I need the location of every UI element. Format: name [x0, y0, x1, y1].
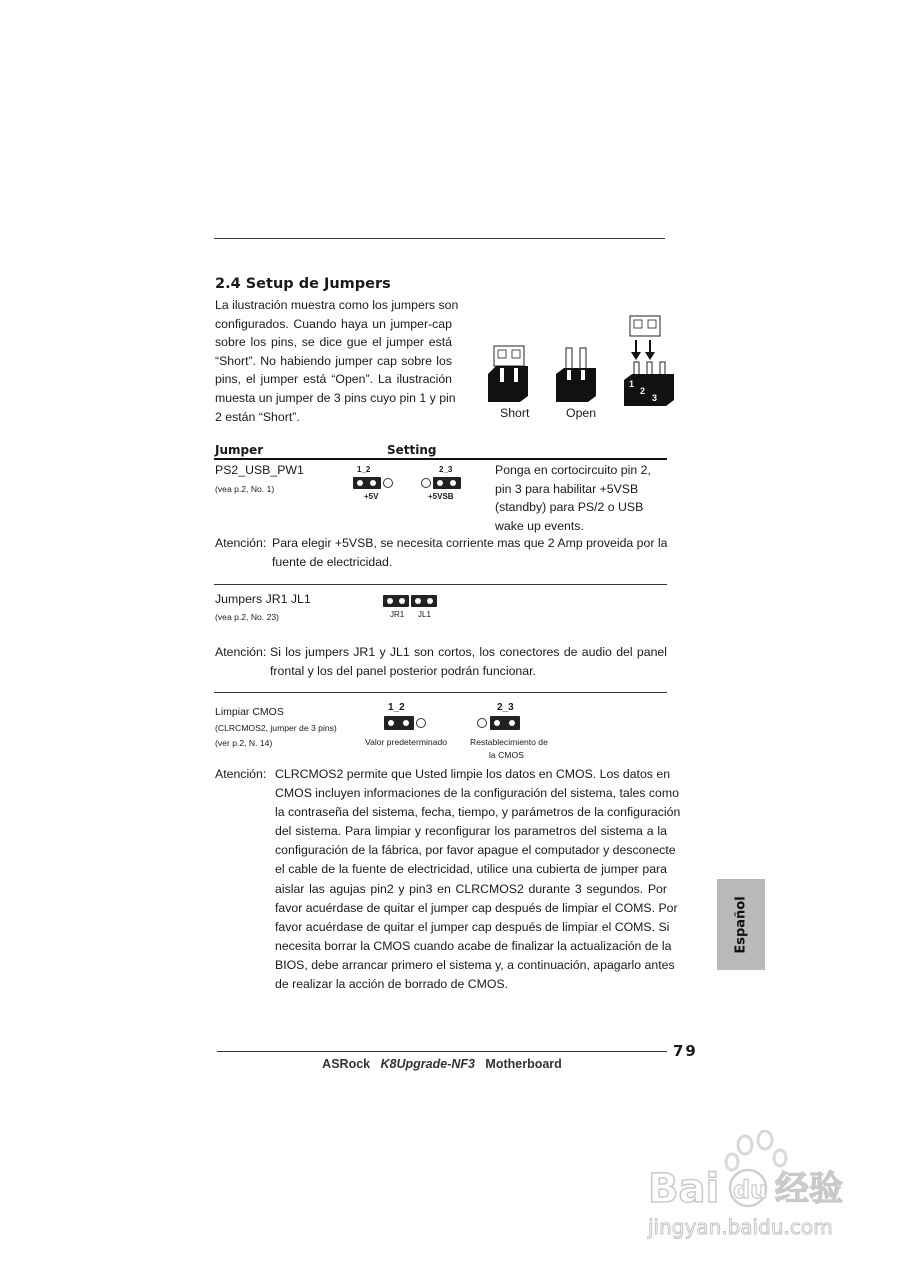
cmos-name: Limpiar CMOS — [215, 706, 284, 718]
cmos-option1-label: 1_2 — [388, 702, 405, 713]
ps2-desc-line: pin 3 para habilitar +5VSB — [495, 481, 639, 496]
cmos-note-line: del sistema. Para limpiar y reconfigurar los parametros del sistema a la — [275, 824, 667, 839]
ps2-desc-line: wake up events. — [495, 518, 584, 533]
ps2-usb-pw1-name: PS2_USB_PW1 — [215, 463, 304, 477]
page-number: 79 — [673, 1042, 698, 1060]
cmos-option2-label: 2_3 — [497, 702, 514, 713]
cmos-sub: (CLRCMOS2, jumper de 3 pins) — [215, 723, 337, 733]
pin-number-2: 2 — [640, 386, 646, 396]
open-label: Open — [566, 406, 597, 420]
header-rule — [214, 458, 667, 460]
intro-line: 2 están “Short”. — [215, 409, 300, 424]
column-header-setting: Setting — [387, 443, 437, 457]
short-label: Short — [500, 406, 530, 420]
cmos-note-line: CLRCMOS2 permite que Usted limpie los datos en CMOS. Los datos en — [275, 767, 671, 781]
footer-suffix: Motherboard — [485, 1057, 562, 1071]
ps2-option2-label: 2_3 — [439, 465, 453, 474]
footer-model: K8Upgrade-NF3 — [380, 1057, 475, 1071]
jumper-illustration — [484, 312, 674, 407]
cmos-option1-jumper — [384, 716, 428, 730]
jr1-note-line: frontal y los del panel posterior podrán funcionar. — [270, 663, 536, 678]
ps2-desc-line: Ponga en cortocircuito pin 2, — [495, 463, 651, 477]
footer-brand: ASRock — [322, 1057, 371, 1071]
cmos-note-line: configuración de la fábrica, por favor apague el computador y desconecte — [275, 843, 676, 858]
ps2-note — [272, 534, 667, 571]
ps2-option2-value: +5VSB — [428, 492, 454, 501]
watermark-url: jingyan.baidu.com — [648, 1215, 833, 1239]
language-side-tab — [717, 879, 765, 970]
pin-number-3: 3 — [652, 393, 658, 403]
cmos-note-line: de realizar la acción de borrado de CMOS. — [275, 977, 509, 992]
jr1-jl1-jumper — [383, 595, 439, 609]
language-side-tab-label: Español — [733, 895, 749, 954]
cmos-note-line: el cable de la fuente de electricidad, utilice una cubierta de jumper para — [275, 862, 667, 877]
open-jumper-figure — [556, 348, 596, 402]
baidu-watermark-logo — [640, 1130, 890, 1270]
cmos-option2-caption: la CMOS — [489, 750, 524, 760]
ps2-description — [495, 461, 665, 535]
ps2-note-line: fuente de electricidad. — [272, 554, 393, 569]
jl1-pin-label: JL1 — [418, 610, 431, 619]
footer-rule — [217, 1051, 667, 1052]
ps2-note-label: Atención: — [215, 536, 267, 550]
section-title: 2.4 Setup de Jumpers — [215, 276, 391, 292]
jr1-jl1-name: Jumpers JR1 JL1 — [215, 592, 311, 606]
watermark-cn: 经验 — [775, 1169, 843, 1209]
cmos-note-line: favor acuérdase de quitar el jumper cap después de limpiar el COMS. Si — [275, 919, 670, 934]
intro-line: pins, el jumper está “Open”. La ilustración — [215, 372, 452, 387]
intro-line: “Short”. No habiendo jumper cap sobre los — [215, 353, 452, 368]
ps2-option1-value: +5V — [364, 492, 379, 501]
watermark-brand-b: du — [733, 1176, 768, 1204]
column-header-jumper: Jumper — [215, 443, 264, 457]
ps2-option1-label: 1_2 — [357, 465, 371, 474]
cmos-ref: (ver p.2, N. 14) — [215, 738, 273, 748]
pin-number-1: 1 — [629, 379, 635, 389]
cmos-note-line: favor acuérdase de quitar el jumper cap después de limpiar el COMS. Por — [275, 900, 678, 915]
jr1-note-label: Atención: — [215, 645, 267, 659]
cmos-option2-caption: Restablecimiento de — [470, 737, 548, 747]
ps2-option1-jumper — [353, 476, 393, 490]
short-jumper-figure — [488, 346, 528, 402]
cmos-note-line: BIOS, debe arrancar primero el sistema y, a continuación, apagarlo antes — [275, 957, 675, 972]
cmos-note-line: aislar las agujas pin2 y pin3 en CLRCMOS2 durante 3 segundos. Por — [275, 881, 667, 896]
three-pin-jumper-figure — [624, 316, 674, 406]
section-divider — [214, 584, 667, 585]
cmos-note-line: CMOS incluyen informaciones de la configuración del sistema, tales como — [275, 786, 679, 801]
cmos-option2-jumper — [477, 716, 521, 730]
jr1-pin-label: JR1 — [390, 610, 405, 619]
ps2-option2-jumper — [421, 476, 463, 490]
jr1-note — [270, 643, 667, 680]
cmos-note-line: necesita borrar la CMOS cuando acabe de finalizar la actualización de la — [275, 938, 672, 953]
cmos-note-line: la contraseña del sistema, fecha, tiempo, y parámetros de la configuración — [275, 805, 681, 820]
jr1-jl1-ref: (vea p.2, No. 23) — [215, 612, 280, 622]
intro-paragraph — [215, 296, 459, 426]
cmos-note — [275, 765, 681, 994]
ps2-note-line: Para elegir +5VSB, se necesita corriente mas que 2 Amp proveida por la — [272, 536, 668, 550]
intro-line: muesta un jumper de 3 pins cuyo pin 1 y pin — [215, 390, 456, 405]
intro-line: configurados. Cuando haya un jumper-cap — [215, 316, 452, 331]
ps2-desc-line: (standby) para PS/2 o USB — [495, 500, 644, 515]
top-rule — [214, 238, 665, 239]
watermark-brand-a: Bai — [648, 1166, 720, 1212]
cmos-note-label: Atención: — [215, 767, 267, 781]
footer-text — [217, 1057, 667, 1071]
intro-line: La ilustración muestra como los jumpers son — [215, 298, 459, 312]
ps2-usb-pw1-ref: (vea p.2, No. 1) — [215, 484, 275, 494]
intro-line: sobre los pins, se dice gue el jumper está — [215, 335, 452, 350]
section-divider — [214, 692, 667, 693]
cmos-option1-caption: Valor predeterminado — [365, 737, 448, 747]
jr1-note-line: Si los jumpers JR1 y JL1 son cortos, los conectores de audio del panel — [270, 645, 667, 659]
